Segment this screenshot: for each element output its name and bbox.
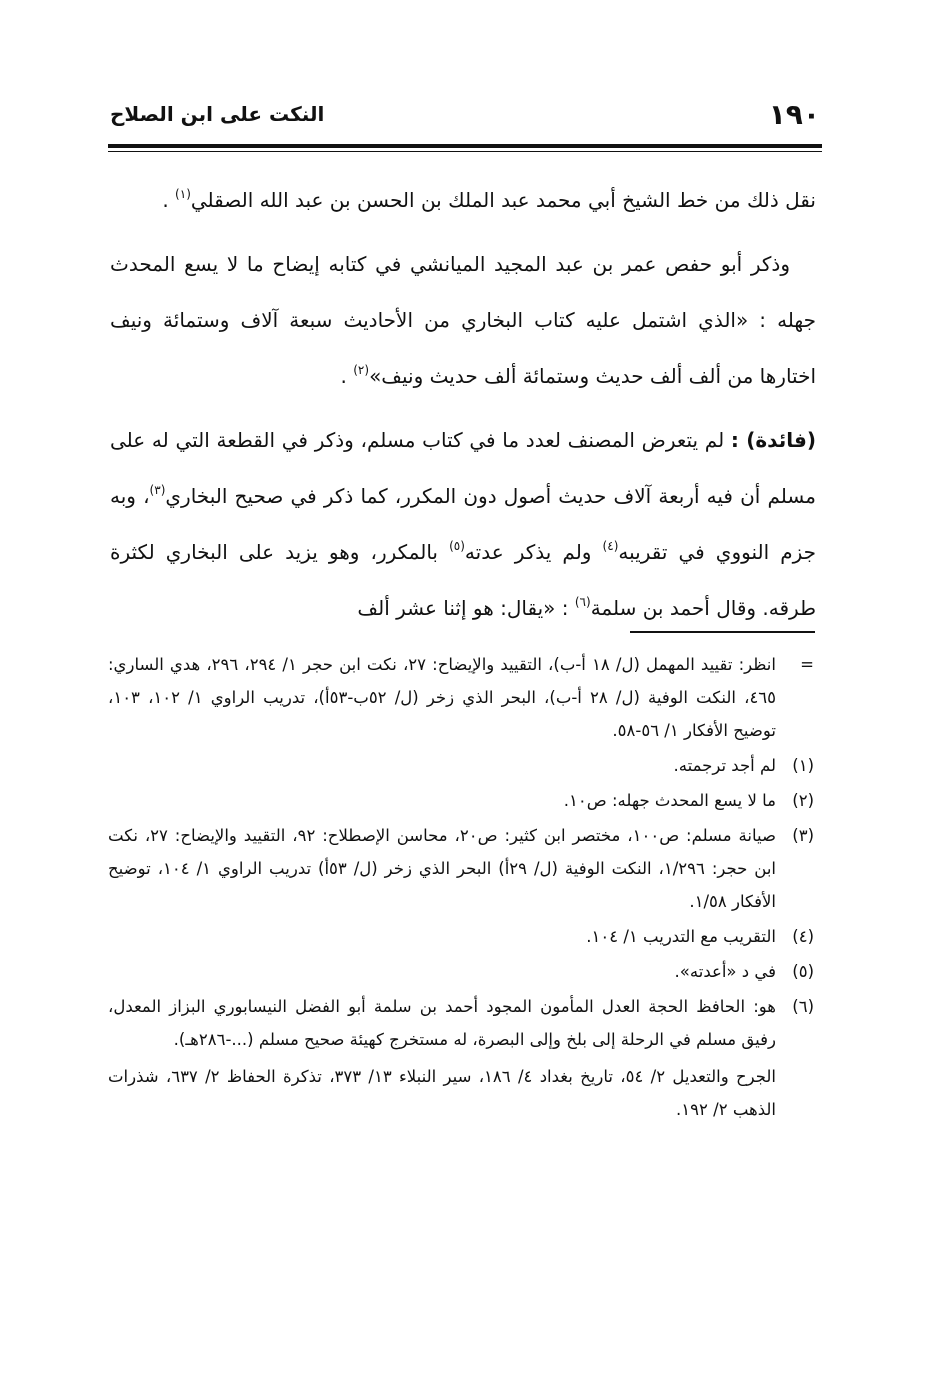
paragraph-3 (110, 412, 816, 636)
header-rule-thick (108, 144, 822, 148)
footnote-ref-4: (٤) (602, 539, 619, 553)
footnote-number: (٢) (792, 791, 814, 810)
footnote-ref-5: (٥) (449, 539, 465, 553)
paragraph-1-text: نقل ذلك من خط الشيخ أبي محمد عبد الملك بن الحسن بن عبد الله الصقلي (190, 188, 816, 212)
paragraph-3-seg-4: بالمكرر، وهو يزيد على البخاري لكثرة طرقه. وقال أحمد بن سلمة (110, 540, 816, 620)
footnote-text: لم أجد ترجمته. (673, 756, 776, 775)
running-header (110, 98, 820, 138)
footnote-2 (108, 784, 814, 817)
paragraph-3-seg-1: لم يتعرض المصنف لعدد ما في كتاب مسلم، وذكر في القطعة التي له على مسلم أن فيه أربعة آلاف حديث أصول دون المكرر، كما ذكر في صحيح البخاري (110, 428, 816, 508)
paragraph-3-seg-2: ، وبه جزم النووي في تقريبه (110, 484, 816, 564)
paragraph-2-end: . (340, 364, 354, 388)
footnote-number: (٥) (792, 962, 814, 981)
main-text (110, 172, 816, 636)
page-number: ١٩٠ (768, 98, 820, 131)
footnote-text: صيانة مسلم: ص١٠٠، مختصر ابن كثير: ص٢٠، محاسن الإصطلاح: ٩٢، التقييد والإيضاح: ٢٧، نكت ابن حجر: ١/٢٩٦، النكت الوفية (ل/ ٢٩أ) البحر الذي زخر (ل/ ٥٣أ) تدريب الراوي ١/ ١٠٤، توضيح الأفكار ١/٥٨. (108, 826, 777, 911)
paragraph-1-end: . (162, 188, 176, 212)
footnote-ref-3: (٣) (149, 483, 166, 497)
paragraph-2-text: وذكر أبو حفص عمر بن عبد المجيد الميانشي في كتابه إيضاح ما لا يسع المحدث جهله : «الذي اشتمل عليه كتاب البخاري من الأحاديث سبعة آلاف وستمائة ونيف اختارها من ألف ألف حديث وستمائة ألف حديث ونيف» (110, 252, 816, 388)
footnote-6 (108, 990, 814, 1056)
footnote-separator (630, 631, 815, 633)
footnote-4 (108, 920, 814, 953)
footnote-5 (108, 955, 814, 988)
footnote-ref-2: (٢) (353, 363, 370, 377)
header-rule-thin (108, 151, 822, 152)
footnote-ref-1: (١) (175, 187, 191, 201)
paragraph-3-seg-3: ولم يذكر عدته (464, 540, 603, 564)
footnote-continued (108, 648, 814, 747)
footnote-number: (٤) (792, 927, 814, 946)
footnote-text: التقريب مع التدريب ١/ ١٠٤. (586, 927, 776, 946)
footnote-ref-6: (٦) (574, 595, 591, 609)
footnote-text: في د «أعدته». (674, 962, 776, 981)
paragraph-3-seg-5: : «يقال: هو إثنا عشر ألف (357, 596, 575, 620)
footnote-text: ما لا يسع المحدث جهله: ص١٠. (563, 791, 776, 810)
benefit-label: (فائدة) : (730, 428, 816, 452)
footnote-number: (٦) (792, 997, 814, 1016)
footnote-continued-text: انظر: تقييد المهمل (ل/ ١٨ أ-ب)، التقييد والإيضاح: ٢٧، نكت ابن حجر ١/ ٢٩٤، ٢٩٦، هدي الساري: ٤٦٥، النكت الوفية (ل/ ٢٨ أ-ب)، البحر الذي زخر (ل/ ٥٢ب-٥٣أ)، تدريب الراوي ١/ ١٠٢، ١٠٣، توضيح الأفكار ١/ ٥٦-٥٨. (108, 655, 777, 740)
running-title: النكت على ابن الصلاح (110, 102, 325, 126)
footnote-number: (٣) (792, 826, 814, 845)
footnote-text: هو: الحافظ الحجة العدل المأمون المجود أحمد بن سلمة أبو الفضل النيسابوري البزاز المعدل، رفيق مسلم في الرحلة إلى بلخ وإلى البصرة، له مستخرج كهيئة صحيح مسلم (...-٢٨٦هـ). (108, 997, 776, 1049)
footnotes (108, 648, 814, 1126)
footnote-6-sources: الجرح والتعديل ٢/ ٥٤، تاريخ بغداد ٤/ ١٨٦، سير النبلاء ١٣/ ٣٧٣، تذكرة الحفاظ ٢/ ٦٣٧، شذرات الذهب ٢/ ١٩٢. (108, 1067, 776, 1119)
paragraph-2 (110, 236, 816, 404)
footnote-1 (108, 749, 814, 782)
paragraph-1 (110, 172, 816, 228)
footnote-3 (108, 819, 814, 918)
footnote-continued-marker: = (800, 655, 814, 674)
footnote-number: (١) (792, 756, 814, 775)
